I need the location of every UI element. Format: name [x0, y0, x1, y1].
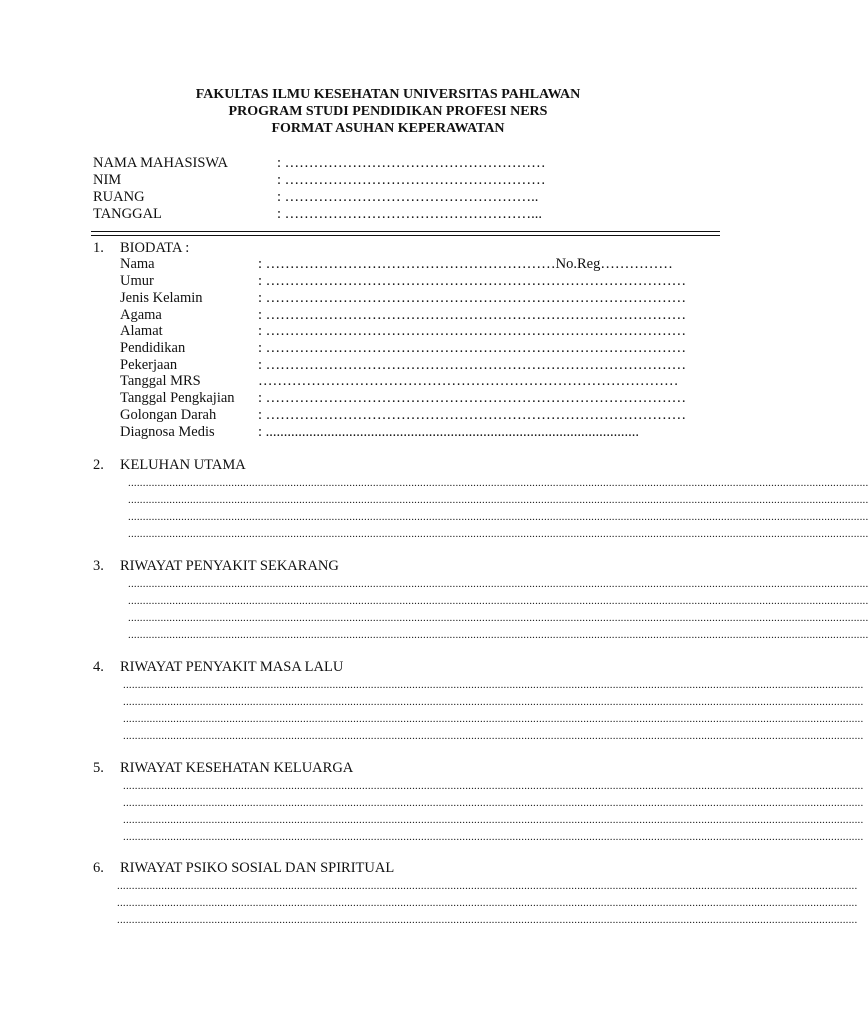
answer-line[interactable]: ...........................................................................................................................................................................................................................................................: [117, 914, 858, 926]
section-number: 6.: [93, 860, 104, 876]
identity-value-field[interactable]: : ……………………………………………...: [277, 206, 543, 222]
answer-line[interactable]: ...........................................................................................................................................................................................................................................................: [128, 612, 868, 624]
field-value[interactable]: : ……………………………………………………………………………: [258, 340, 687, 356]
identity-row-nim: [93, 172, 546, 189]
section-riwayat-kesehatan-keluarga-title: [93, 760, 353, 777]
field-label: Golongan Darah: [120, 407, 217, 423]
answer-line[interactable]: ...........................................................................................................................................................................................................................................................: [123, 696, 864, 708]
section-title: RIWAYAT KESEHATAN KELUARGA: [120, 760, 354, 776]
field-label: Tanggal Pengkajian: [120, 390, 235, 406]
field-value[interactable]: : ……………………………………………………………………………: [258, 357, 687, 373]
field-label: Alamat: [120, 323, 163, 339]
faculty-title: FAKULTAS ILMU KESEHATAN UNIVERSITAS PAHLAWAN: [195, 87, 581, 102]
form-header: [0, 86, 768, 137]
section-biodata-title: [93, 240, 189, 257]
field-value[interactable]: : ……………………………………………………………………………: [258, 390, 687, 406]
section-number: 3.: [93, 558, 104, 574]
biodata-row: [120, 390, 686, 407]
field-label: Pekerjaan: [120, 357, 178, 373]
section-number: 4.: [93, 659, 104, 675]
section-riwayat-penyakit-sekarang-title: [93, 558, 339, 575]
section-title: RIWAYAT PENYAKIT MASA LALU: [120, 659, 344, 675]
identity-row-tanggal: [93, 206, 542, 223]
answer-line[interactable]: ...........................................................................................................................................................................................................................................................: [128, 477, 868, 489]
field-value[interactable]: : ……………………………………………………………………………: [258, 290, 687, 306]
biodata-row: [120, 290, 686, 307]
field-label: Tanggal MRS: [120, 373, 201, 389]
biodata-row: [120, 256, 673, 273]
answer-line[interactable]: ...........................................................................................................................................................................................................................................................: [128, 494, 868, 506]
form-title: FORMAT ASUHAN KEPERAWATAN: [271, 121, 505, 136]
answer-line[interactable]: ...........................................................................................................................................................................................................................................................: [123, 679, 864, 691]
answer-line[interactable]: ...........................................................................................................................................................................................................................................................: [117, 880, 858, 892]
field-value[interactable]: : ……………………………………………………………………………: [258, 307, 687, 323]
answer-line[interactable]: ...........................................................................................................................................................................................................................................................: [117, 897, 858, 909]
answer-line[interactable]: ...........................................................................................................................................................................................................................................................: [123, 814, 864, 826]
field-value[interactable]: : ……………………………………………………………………………: [258, 273, 687, 289]
biodata-row: [120, 323, 686, 340]
answer-line[interactable]: ...........................................................................................................................................................................................................................................................: [128, 528, 868, 540]
field-value[interactable]: : ……………………………………………………………………………: [258, 407, 687, 423]
identity-label: TANGGAL: [93, 206, 162, 222]
section-title: RIWAYAT PSIKO SOSIAL DAN SPIRITUAL: [120, 860, 395, 876]
biodata-row: [120, 373, 679, 390]
field-label: Pendidikan: [120, 340, 186, 356]
section-keluhan-utama-title: [93, 457, 246, 474]
answer-line[interactable]: ...........................................................................................................................................................................................................................................................: [123, 780, 864, 792]
field-label: Jenis Kelamin: [120, 290, 203, 306]
identity-row-ruang: [93, 189, 538, 206]
biodata-row: [120, 273, 686, 290]
biodata-row: [120, 307, 686, 324]
identity-value-field[interactable]: : ……………………………………………..: [277, 189, 539, 205]
section-title: RIWAYAT PENYAKIT SEKARANG: [120, 558, 339, 574]
identity-value-field[interactable]: : ………………………………………………: [277, 172, 546, 188]
identity-label: NAMA MAHASISWA: [93, 155, 228, 171]
section-number: 5.: [93, 760, 104, 776]
field-label: Diagnosa Medis: [120, 424, 215, 440]
divider-line: [91, 231, 720, 232]
answer-line[interactable]: ...........................................................................................................................................................................................................................................................: [128, 578, 868, 590]
answer-line[interactable]: ...........................................................................................................................................................................................................................................................: [123, 713, 864, 725]
answer-line[interactable]: ...........................................................................................................................................................................................................................................................: [128, 629, 868, 641]
identity-value-field[interactable]: : ………………………………………………: [277, 155, 546, 171]
answer-line[interactable]: ...........................................................................................................................................................................................................................................................: [123, 797, 864, 809]
section-title: KELUHAN UTAMA: [120, 457, 246, 473]
answer-line[interactable]: ...........................................................................................................................................................................................................................................................: [128, 595, 868, 607]
divider-line: [91, 235, 720, 236]
section-riwayat-penyakit-masa-lalu-title: [93, 659, 343, 676]
field-label: Nama: [120, 256, 155, 272]
program-title: PROGRAM STUDI PENDIDIKAN PROFESI NERS: [228, 104, 548, 119]
identity-label: RUANG: [93, 189, 145, 205]
field-value[interactable]: ……………………………………………………………………………: [258, 373, 679, 389]
field-label: Agama: [120, 307, 162, 323]
section-title: BIODATA :: [120, 240, 190, 256]
answer-line[interactable]: ...........................................................................................................................................................................................................................................................: [128, 511, 868, 523]
identity-row-nama-mahasiswa: [93, 155, 546, 172]
field-value[interactable]: : ……………………………………………………………………………: [258, 323, 687, 339]
answer-line[interactable]: ...........................................................................................................................................................................................................................................................: [123, 831, 864, 843]
section-number: 1.: [93, 240, 104, 256]
biodata-row: [120, 357, 686, 374]
section-number: 2.: [93, 457, 104, 473]
field-value[interactable]: : ……………………………………………………No.Reg……………: [258, 256, 673, 272]
answer-line[interactable]: ...........................................................................................................................................................................................................................................................: [123, 730, 864, 742]
field-value[interactable]: : .......................................................................................................: [258, 424, 640, 440]
field-label: Umur: [120, 273, 154, 289]
biodata-row: [120, 407, 686, 424]
identity-label: NIM: [93, 172, 122, 188]
biodata-row: [120, 340, 686, 357]
biodata-row: [120, 424, 639, 441]
section-riwayat-psiko-sosial-title: [93, 860, 394, 877]
